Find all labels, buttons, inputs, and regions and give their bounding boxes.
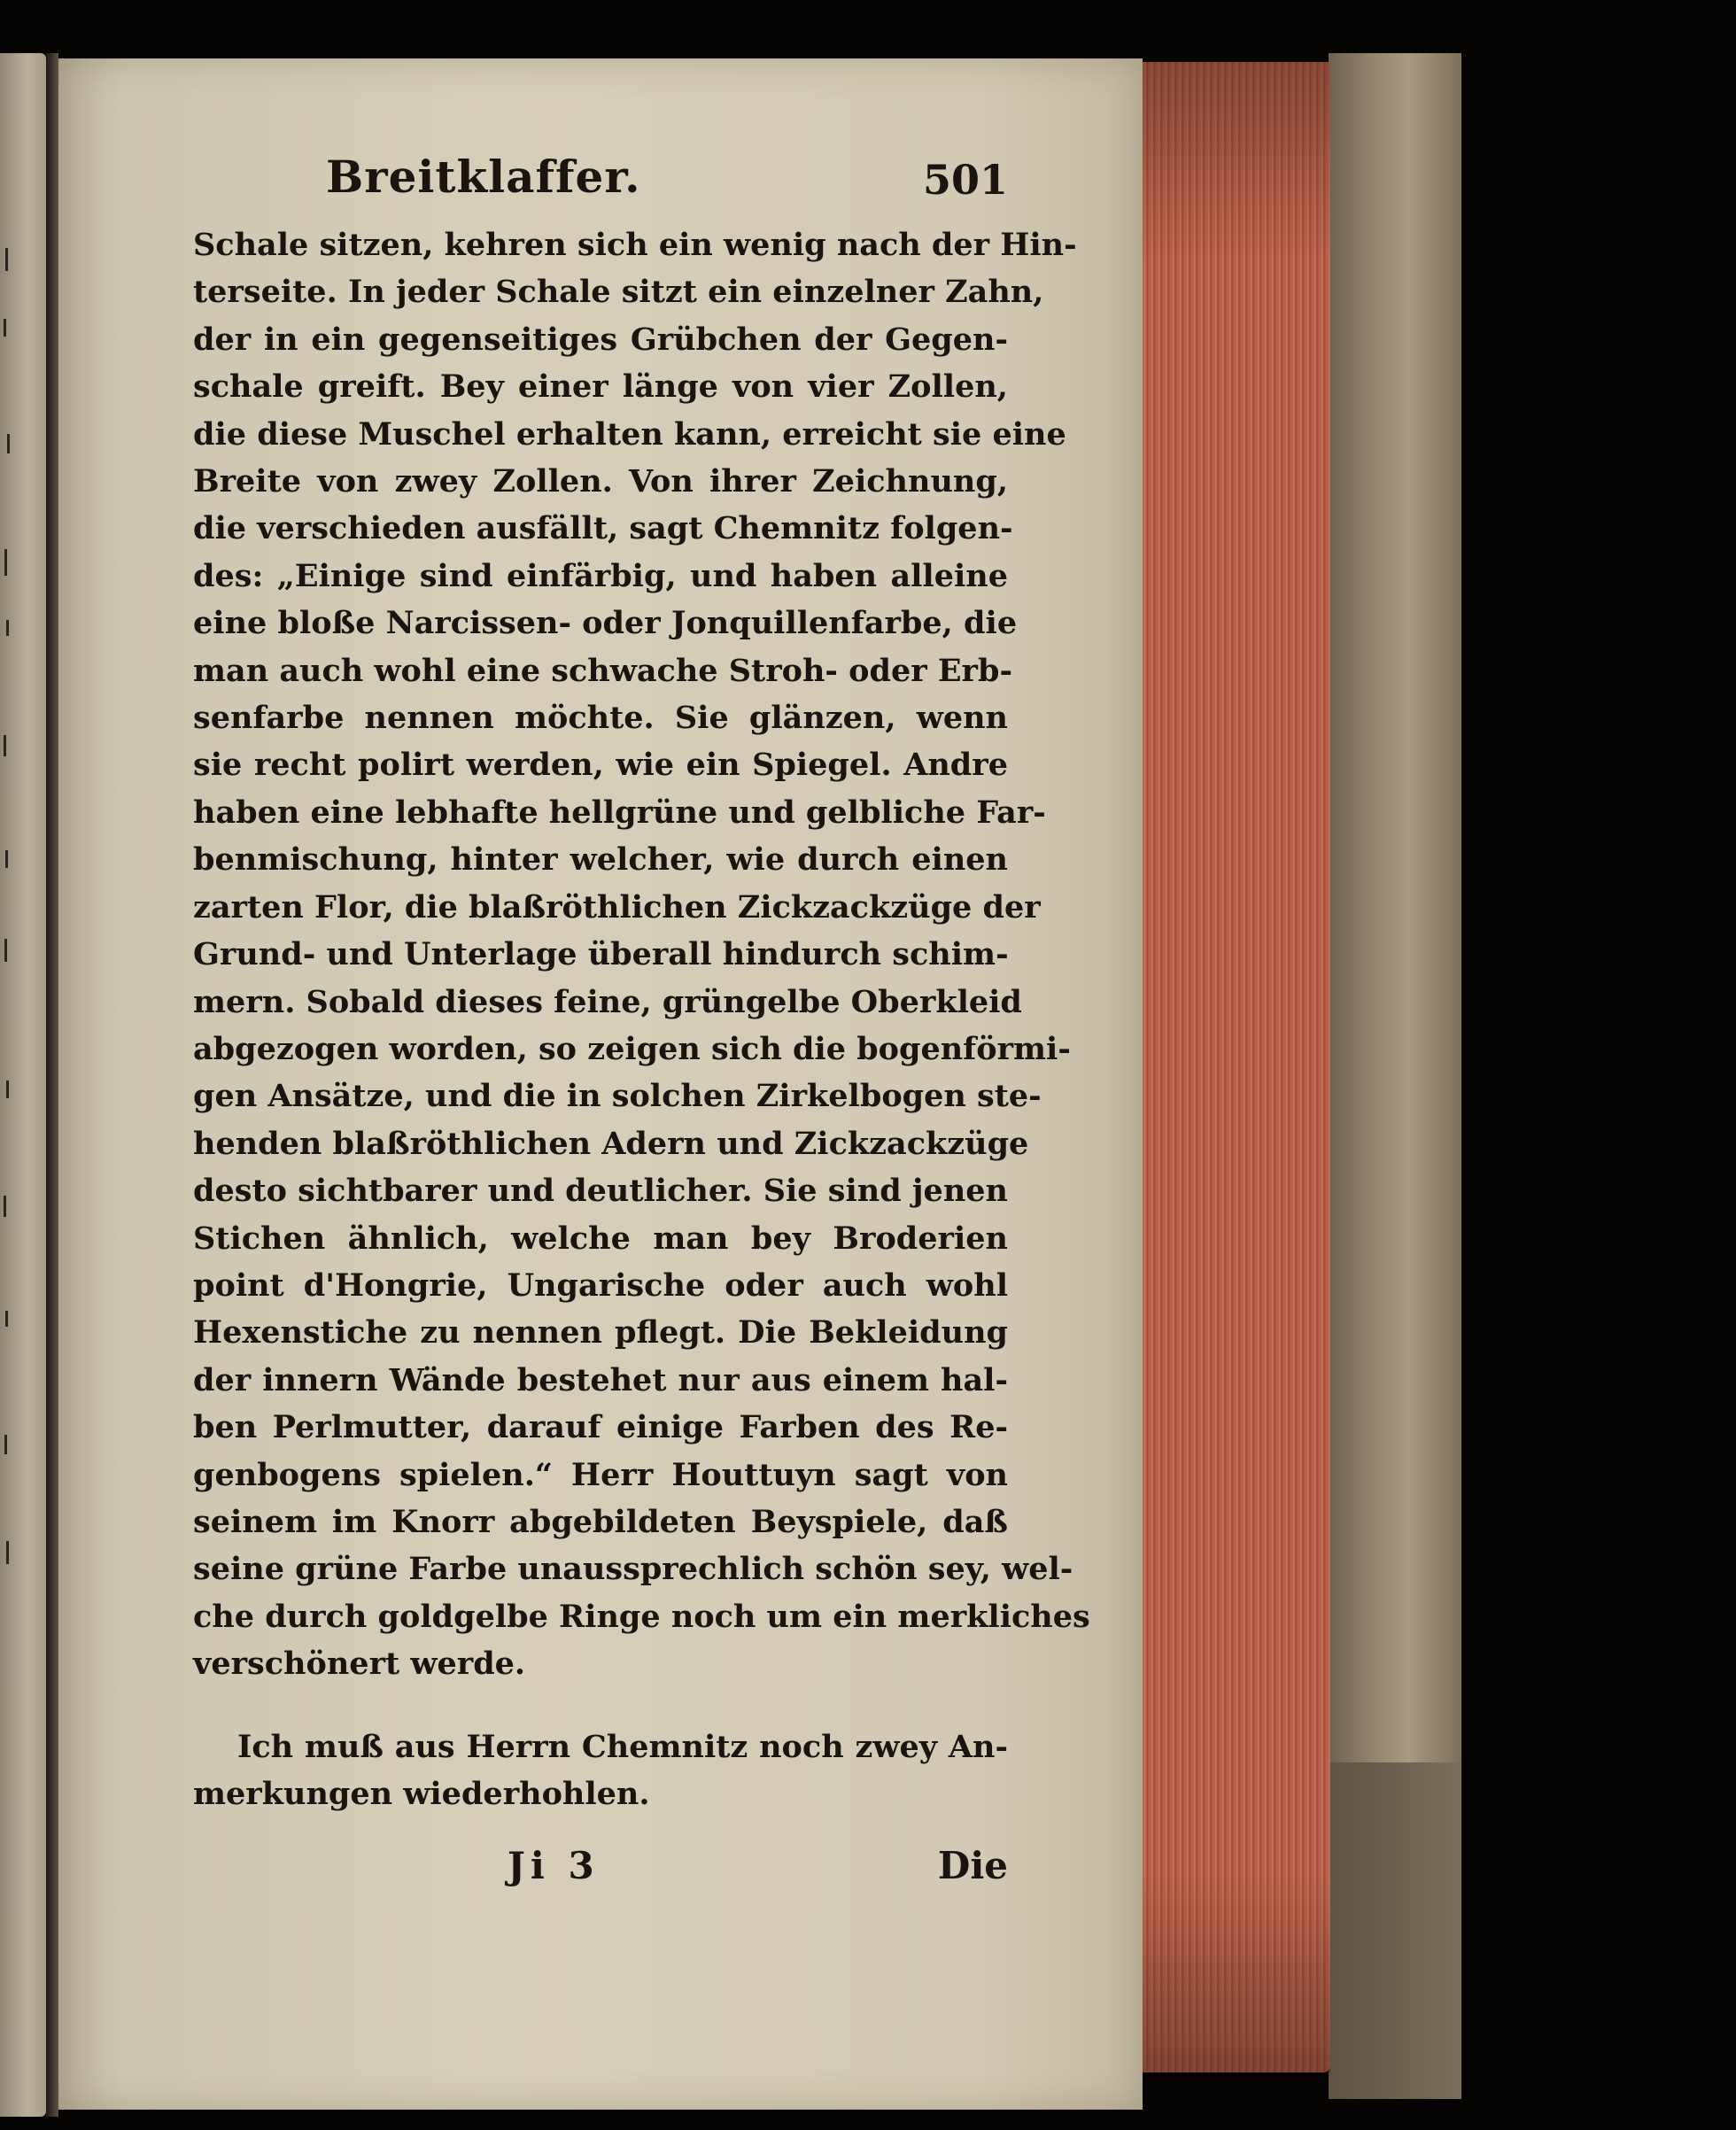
text-line: abgezogen worden, so zeigen sich die bogenförmi- bbox=[193, 1030, 1071, 1067]
text-line: Grund- und Unterlage überall hindurch schim- bbox=[193, 936, 1009, 973]
text-line: Hexenstiche zu nennen pflegt. Die Bekleidung bbox=[193, 1314, 1008, 1352]
page-header bbox=[193, 151, 1008, 221]
text-line: sie recht polirt werden, wie ein Spiegel. Andre bbox=[193, 747, 1008, 784]
page-number: 501 bbox=[922, 156, 1008, 204]
text-line: haben eine lebhafte hellgrüne und gelbliche Far- bbox=[193, 794, 1046, 831]
text-line: gen Ansätze, und die in solchen Zirkelbogen ste- bbox=[193, 1078, 1042, 1115]
text-line: verschönert werde. bbox=[193, 1646, 526, 1683]
text-line: ben Perlmutter, darauf einige Farben des Re- bbox=[193, 1409, 1008, 1446]
paragraph-1 bbox=[193, 221, 1090, 1688]
text-line: point d'Hongrie, Ungarische oder auch wohl bbox=[193, 1266, 1008, 1304]
text-line: der innern Wände bestehet nur aus einem hal- bbox=[193, 1361, 1008, 1398]
text-line: der in ein gegenseitiges Grübchen der Gegen- bbox=[193, 321, 1008, 358]
text-line: Ich muß aus Herrn Chemnitz noch zwey An- bbox=[237, 1728, 1008, 1765]
text-line: Stichen ähnlich, welche man bey Broderien bbox=[193, 1220, 1008, 1257]
text-line: desto sichtbarer und deutlicher. Sie sind jenen bbox=[193, 1173, 1008, 1210]
text-line: eine bloße Narcissen- oder Jonquillenfarbe, die bbox=[193, 605, 1018, 642]
text-line: seinem im Knorr abgebildeten Beyspiele, daß bbox=[193, 1503, 1008, 1540]
text-line: man auch wohl eine schwache Stroh- oder Erb- bbox=[193, 652, 1012, 689]
text-line: henden blaßröthlichen Adern und Zickzackzüge bbox=[193, 1125, 1029, 1162]
signature-mark: Ji 3 bbox=[508, 1844, 600, 1888]
text-line: terseite. In jeder Schale sitzt ein einzelner Zahn, bbox=[193, 274, 1044, 311]
catchword: Die bbox=[937, 1844, 1008, 1888]
text-line: Breite von zwey Zollen. Von ihrer Zeichnung, bbox=[193, 463, 1008, 500]
page-text-block bbox=[193, 151, 1090, 1932]
text-line: zarten Flor, die blaßröthlichen Zickzackzüge der bbox=[193, 888, 1041, 926]
previous-page-edge bbox=[0, 53, 46, 2117]
text-line: schale greift. Bey einer länge von vier Zollen, bbox=[193, 368, 1008, 406]
text-line: die diese Muschel erhalten kann, erreicht sie eine bbox=[193, 415, 1066, 453]
gutter-shadow bbox=[46, 53, 58, 2117]
text-line: mern. Sobald dieses feine, grüngelbe Oberkleid bbox=[193, 983, 1022, 1020]
paragraph-2 bbox=[193, 1723, 1008, 1818]
page-edges-shadow bbox=[1143, 62, 1330, 2072]
text-line: benmischung, hinter welcher, wie durch einen bbox=[193, 841, 1008, 879]
text-line: genbogens spielen.“ Herr Houttuyn sagt von bbox=[193, 1456, 1008, 1493]
text-line: seine grüne Farbe unaussprechlich schön sey, wel- bbox=[193, 1551, 1073, 1588]
text-line: che durch goldgelbe Ringe noch um ein merkliches bbox=[193, 1598, 1090, 1635]
text-line: merkungen wiederhohlen. bbox=[193, 1776, 650, 1812]
text-line: die verschieden ausfällt, sagt Chemnitz folgen- bbox=[193, 510, 1013, 547]
page-footer bbox=[193, 1844, 1008, 1932]
book-binding-lower bbox=[1329, 1762, 1461, 2099]
text-line: des: „Einige sind einfärbig, und haben alleine bbox=[193, 557, 1008, 594]
text-line: Schale sitzen, kehren sich ein wenig nach der Hin- bbox=[193, 227, 1077, 263]
text-line: senfarbe nennen möchte. Sie glänzen, wenn bbox=[193, 700, 1008, 737]
running-title: Breitklaffer. bbox=[326, 151, 641, 203]
